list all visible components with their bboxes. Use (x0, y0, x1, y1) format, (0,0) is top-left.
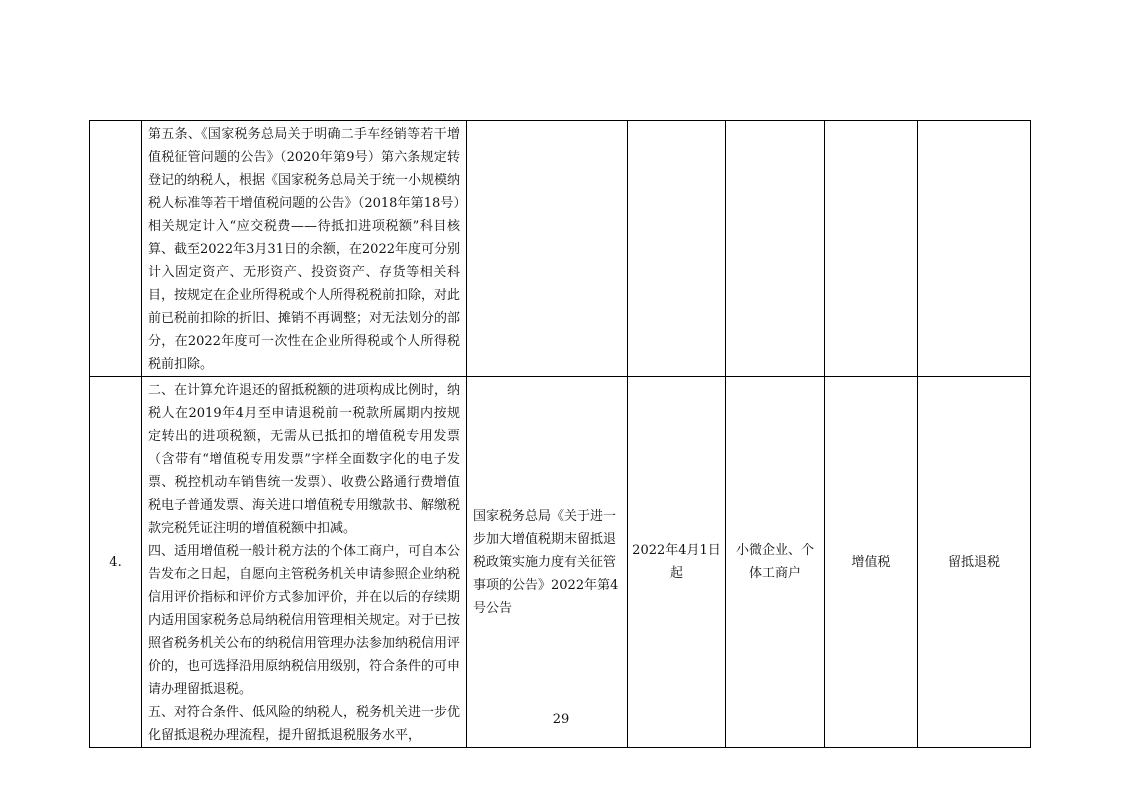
policy-content: 二、在计算允许退还的留抵税额的进项构成比例时，纳税人在2019年4月至申请退税前一税款所属期内按规定转出的进项税额，无需从已抵扣的增值税专用发票（含带有“增值税专用发票”字样全面数字化的电子发票、税控机动车销售统一发票）、收费公路通行费增值税电子普通发票、海关进口增值税专用缴款书、解缴税款完税凭证注明的增值税额中扣减。 四、适用增值税一般计税方法的个体工商户，可自本公告发布之日起，自愿向主管税务机关申请参照企业纳税信用评价指标和评价方式参加评价，并在以后的存续期内适用国家税务总局纳税信用管理相关规定。对于已按照省税务机关公布的纳税信用管理办法参加纳税信用评价的，也可选择沿用原纳税信用级别，符合条件的可申请办理留抵退税。 五、对符合条件、低风险的纳税人，税务机关进一步优化留抵退税办理流程，提升留抵退税服务水平， (148, 383, 461, 743)
target-cell (726, 121, 825, 377)
table-row (90, 377, 1031, 748)
document-cell (467, 121, 628, 377)
policy-content-cell (142, 377, 467, 748)
table-row (90, 121, 1031, 377)
document-title: 国家税务总局《关于进一步加大增值税期末留抵退税政策实施力度有关征管事项的公告》2022年第4号公告 (473, 508, 619, 616)
row-number: 4. (90, 377, 142, 748)
policy-content: 第五条、《国家税务总局关于明确二手车经销等若干增值税征管问题的公告》（2020年第9号）第六条规定转登记的纳税人，根据《国家税务总局关于统一小规模纳税人标准等若干增值税问题的公告》（2018年第18号）相关规定计入“应交税费——待抵扣进项税额”科目核算、截至2022年3月31日的余额，在2022年度可分别计入固定资产、无形资产、投资资产、存货等相关科目，按规定在企业所得税或个人所得税税前扣除，对此前已税前扣除的折旧、摊销不再调整；对无法划分的部分，在2022年度可一次性在企业所得税或个人所得税税前扣除。 (148, 127, 461, 372)
page-number: 29 (552, 712, 570, 727)
tax-type-cell (825, 121, 918, 377)
category-cell (918, 121, 1031, 377)
policy-content-cell (142, 121, 467, 377)
tax-type-cell: 增值税 (825, 377, 918, 748)
policy-table (89, 120, 1031, 748)
effective-date-cell (628, 377, 726, 748)
row-number (90, 121, 142, 377)
target-taxpayers: 小微企业、个体工商户 (735, 543, 814, 581)
effective-date: 2022年4月1日起 (632, 543, 721, 581)
effective-date-cell (628, 121, 726, 377)
target-cell (726, 377, 825, 748)
category-cell: 留抵退税 (918, 377, 1031, 748)
document-cell (467, 377, 628, 748)
